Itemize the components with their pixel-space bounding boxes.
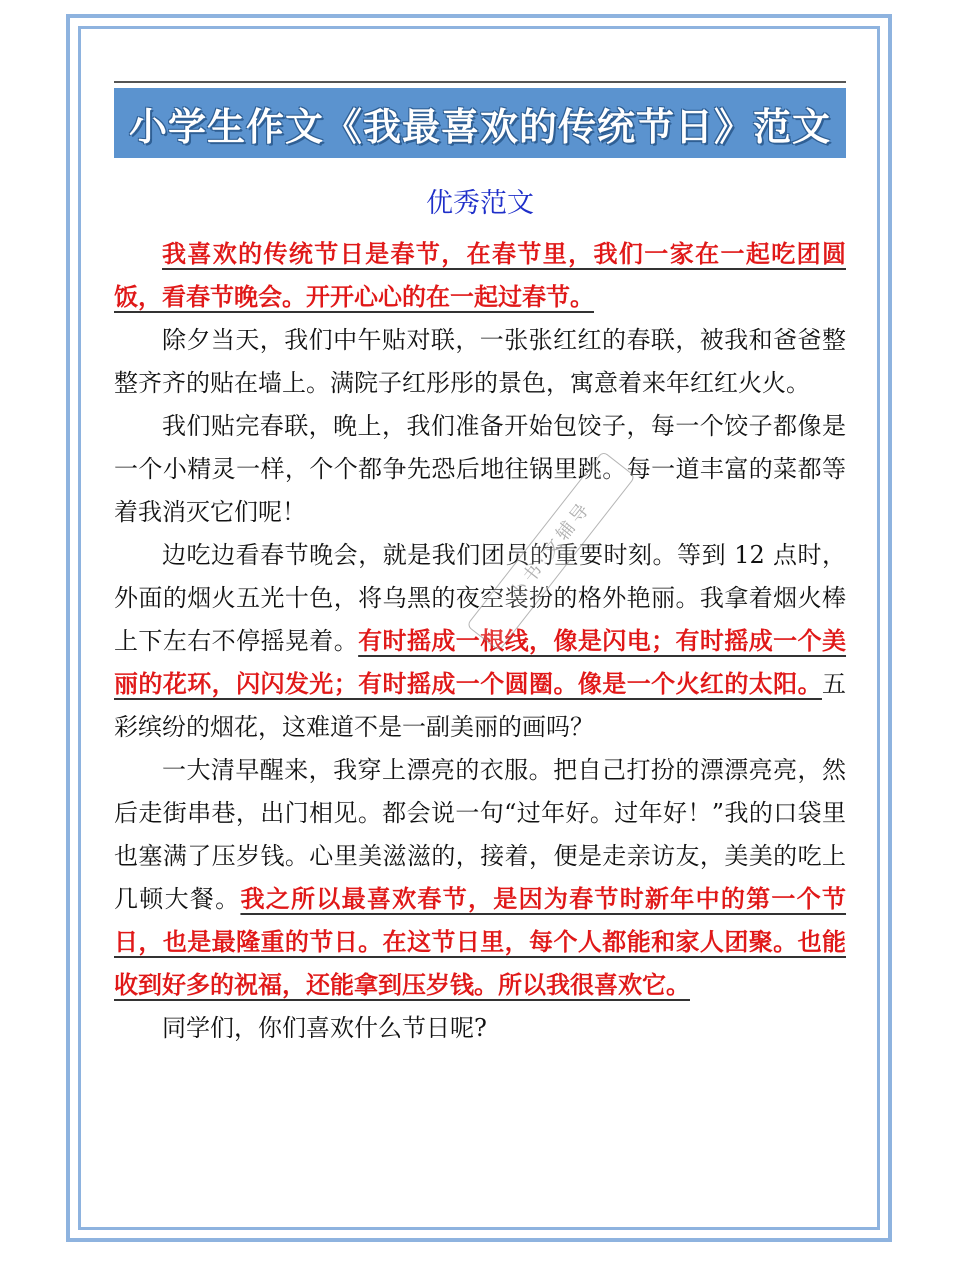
paragraph-text: 边吃边看春节晚会，就是我们团员的重要时刻。等到 12 点时，外面的烟火五光十色，将乌黑的夜空装扮的格外艳丽。我拿着烟火棒上下左右不停摇晃着。 xyxy=(114,541,846,655)
document-title: 小学生作文《我最喜欢的传统节日》范文 xyxy=(128,103,831,149)
essay-paragraph xyxy=(114,534,846,749)
highlighted-sentence: 有时摇成一根线，像是闪电；有时摇成一个美丽的花环，闪闪发光；有时摇成一个圆圈。像是一个火红的太阳。 xyxy=(114,627,847,698)
paragraph-text: 除夕当天，我们中午贴对联，一张张红红的春联，被我和爸爸整整齐齐的贴在墙上。满院子红彤彤的景色，寓意着来年红红火火。 xyxy=(114,326,846,397)
essay-body xyxy=(114,233,846,1050)
essay-paragraph xyxy=(114,405,846,534)
highlighted-sentence: 我喜欢的传统节日是春节，在春节里，我们一家在一起吃团圆饭，看春节晚会。开开心心的在一起过春节。 xyxy=(114,240,846,311)
paragraph-text: 我们贴完春联，晚上，我们准备开始包饺子，每一个饺子都像是一个小精灵一样，个个都争先恐后地往锅里跳。每一道丰富的菜都等着我消灭它们呢！ xyxy=(114,412,846,526)
title-top-rule xyxy=(114,81,846,83)
paragraph-text: 五彩缤纷的烟花，这难道不是一副美丽的画吗？ xyxy=(114,670,846,741)
essay-paragraph xyxy=(114,749,846,1007)
paragraph-text: 同学们，你们喜欢什么节日呢? xyxy=(162,1014,487,1042)
paragraph-text: 一大清早醒来，我穿上漂亮的衣服。把自己打扮的漂漂亮亮，然后走街串巷，出门相见。都会说一句“过年好。过年好！”我的口袋里也塞满了压岁钱。心里美滋滋的，接着，便是走亲访友，美美的吃上几顿大餐。 xyxy=(114,756,846,913)
document-subtitle: 优秀范文 xyxy=(426,188,534,219)
highlighted-sentence: 我之所以最喜欢春节，是因为春节时新年中的第一个节日，也是最隆重的节日。在这节日里，每个人都能和家人团聚。也能收到好多的祝福，还能拿到压岁钱。所以我很喜欢它。 xyxy=(114,885,847,999)
watermark-stamp: 小书·文辅导 xyxy=(466,451,636,652)
essay-paragraph xyxy=(114,233,846,319)
essay-paragraph xyxy=(114,1007,846,1050)
title-banner xyxy=(114,88,846,158)
essay-paragraph xyxy=(114,319,846,405)
